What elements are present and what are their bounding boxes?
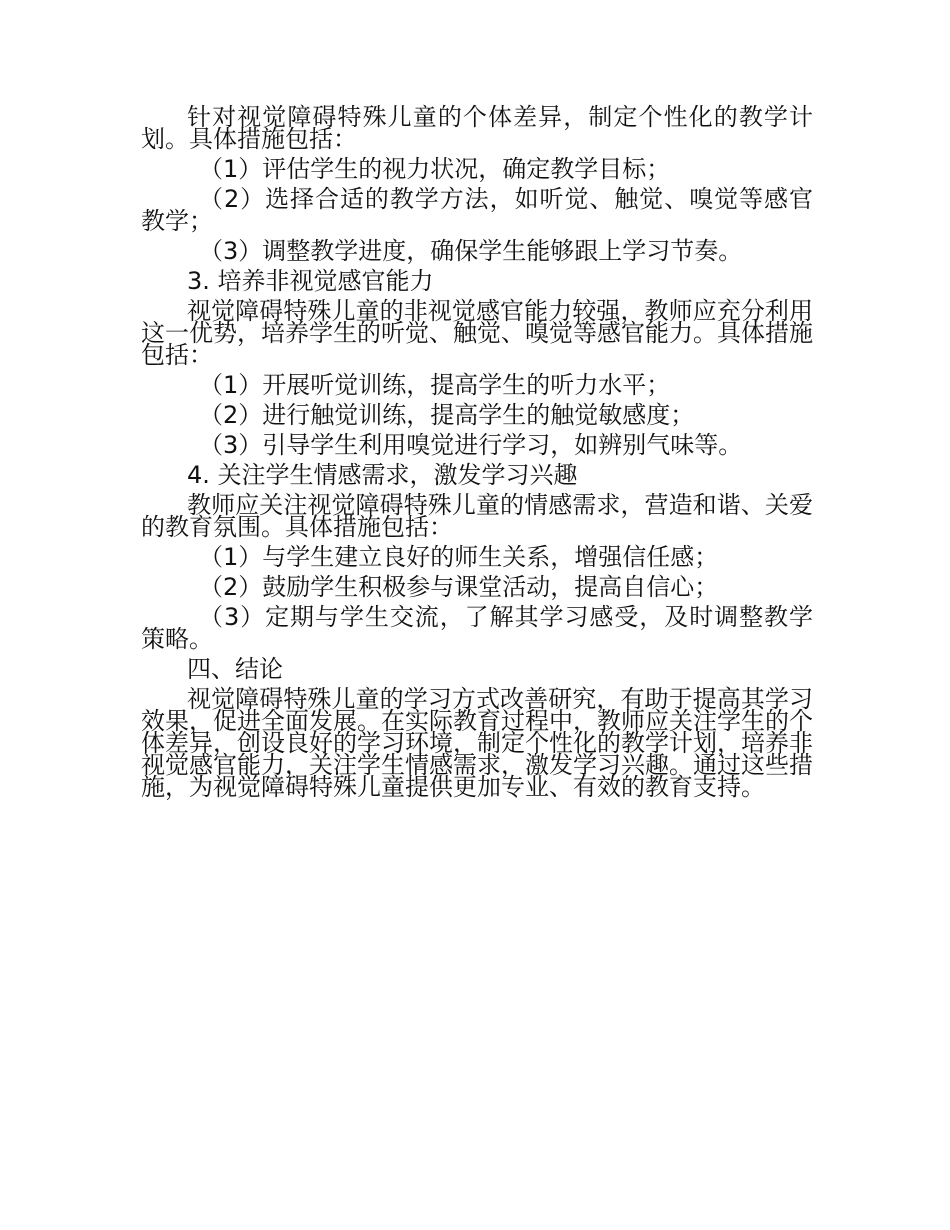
list-item: （3）定期与学生交流，了解其学习感受，及时调整教学策略。 [141, 603, 813, 653]
section-heading: 四、结论 [187, 655, 283, 683]
list-item: （2）鼓励学生积极参与课堂活动，提高自信心； [199, 573, 719, 601]
list-item: （2）选择合适的教学方法，如听觉、触觉、嗅觉等感官教学； [141, 185, 813, 235]
list-item: （1）与学生建立良好的师生关系，增强信任感； [199, 543, 719, 571]
paragraph: 教师应关注视觉障碍特殊儿童的情感需求，营造和谐、关爱的教育氛围。具体措施包括： [141, 491, 813, 541]
paragraph-intro: 针对视觉障碍特殊儿童的个体差异，制定个性化的教学计划。具体措施包括： [141, 103, 813, 153]
list-item: （2）进行触觉训练，提高学生的触觉敏感度； [199, 401, 695, 429]
paragraph: 视觉障碍特殊儿童的非视觉感官能力较强，教师应充分利用这一优势，培养学生的听觉、触觉、嗅觉等感官能力。具体措施包括： [141, 297, 813, 369]
document-body [141, 103, 813, 801]
list-item: （3）调整教学进度，确保学生能够跟上学习节奏。 [199, 237, 743, 265]
section-heading: 3. 培养非视觉感官能力 [187, 267, 434, 295]
list-item: （1）开展听觉训练，提高学生的听力水平； [199, 371, 671, 399]
paragraph-conclusion: 视觉障碍特殊儿童的学习方式改善研究，有助于提高其学习效果，促进全面发展。在实际教育过程中，教师应关注学生的个体差异，创设良好的学习环境，制定个性化的教学计划，培养非视觉感官能力，关注学生情感需求，激发学习兴趣。通过这些措施，为视觉障碍特殊儿童提供更加专业、有效的教育支持。 [141, 685, 813, 801]
list-item: （3）引导学生利用嗅觉进行学习，如辨别气味等。 [199, 431, 743, 459]
section-heading: 4. 关注学生情感需求，激发学习兴趣 [187, 461, 578, 489]
list-item: （1）评估学生的视力状况，确定教学目标； [199, 155, 671, 183]
